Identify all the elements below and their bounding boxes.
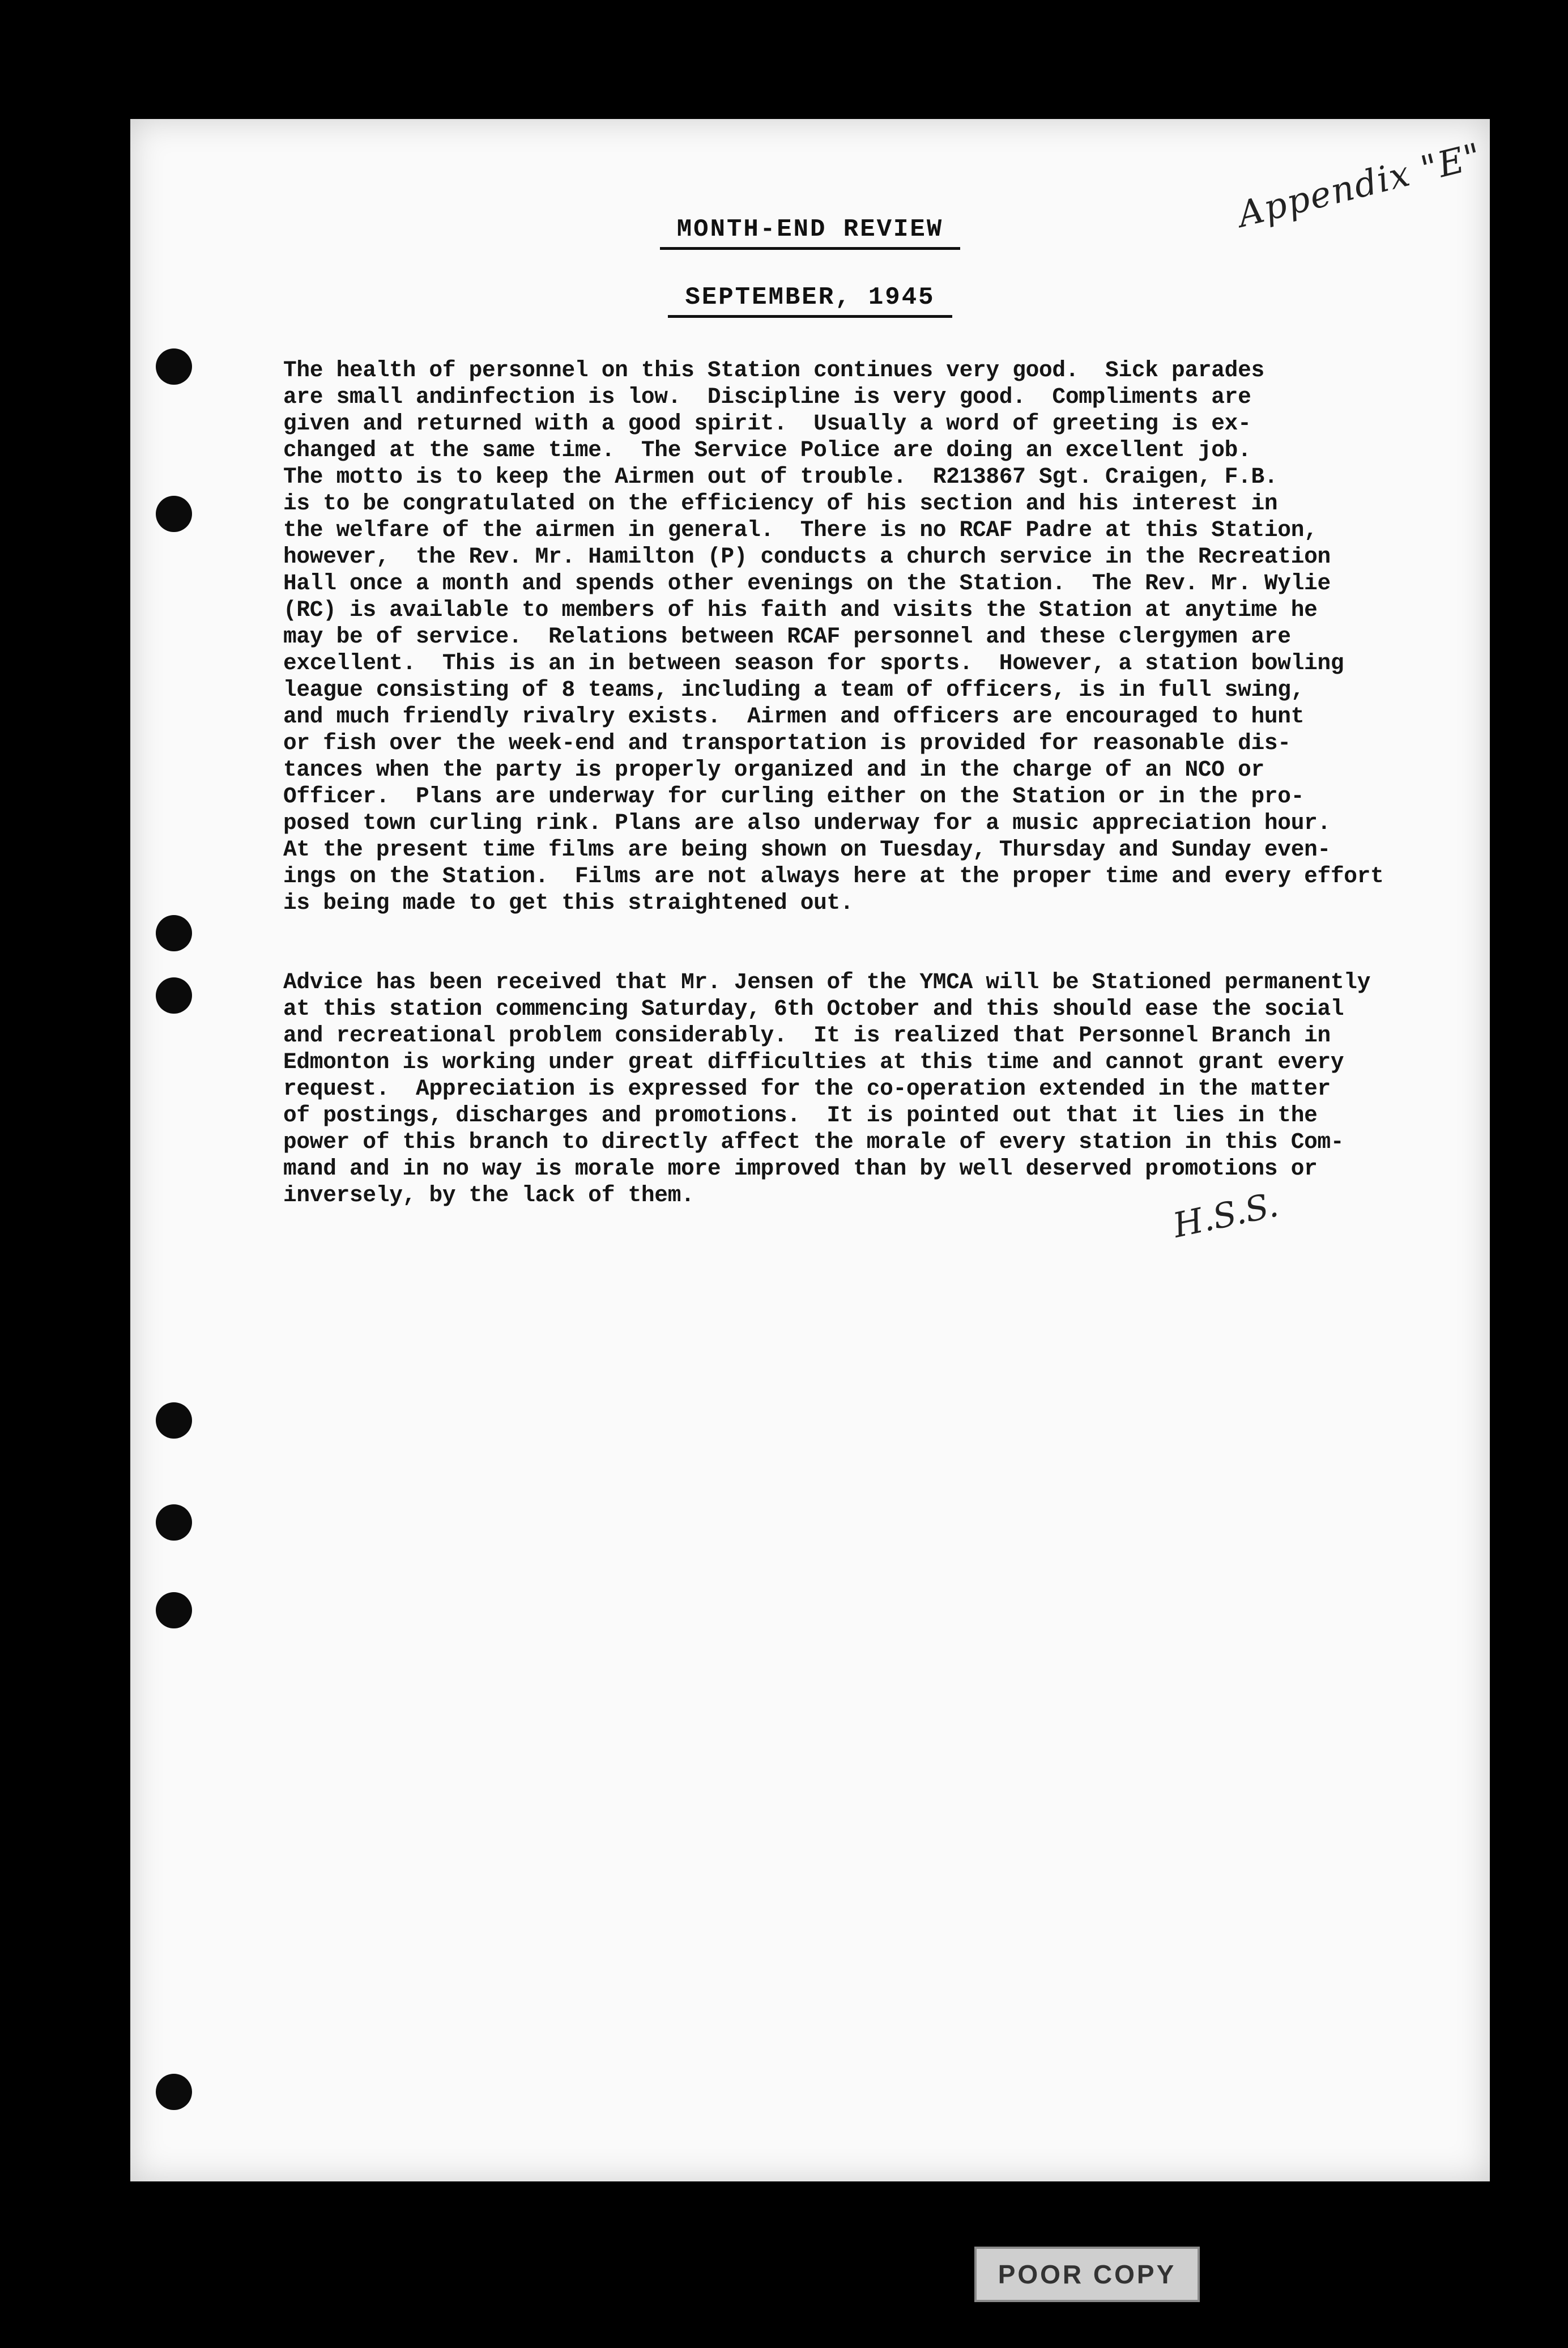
title-text: MONTH-END REVIEW — [660, 215, 960, 250]
paragraph-2: Advice has been received that Mr. Jensen of the YMCA will be Stationed permanently at this station commencing Saturday, 6th October and this should ease the social and recreational problem considerably. It is realized that Personnel Branch in Edmonton is working under great difficulties at this time and cannot grant every request. Appreciation is expressed for the co-operation extended in the matter of postings, discharges and promotions. It is pointed out that it lies in the power of this branch to directly affect the morale of every station in this Com- mand and in no way is morale more improved than by well deserved promotions or inversely, by the lack of them. — [283, 969, 1371, 1208]
document-subtitle — [130, 283, 1490, 312]
punch-hole — [156, 977, 192, 1014]
punch-hole — [156, 1402, 192, 1439]
poor-copy-stamp: POOR COPY — [974, 2247, 1200, 2302]
punch-hole — [156, 915, 192, 951]
document-title — [130, 215, 1490, 244]
handwritten-initials: H.S.S. — [1169, 1185, 1282, 1246]
document-page — [130, 119, 1490, 2181]
punch-hole — [156, 2074, 192, 2110]
subtitle-text: SEPTEMBER, 1945 — [668, 283, 952, 318]
handwritten-annotation: Appendix "E" — [1233, 134, 1486, 236]
punch-hole — [156, 348, 192, 385]
punch-hole — [156, 1592, 192, 1628]
punch-hole — [156, 496, 192, 532]
paragraph-1: The health of personnel on this Station continues very good. Sick parades are small andinfection is low. Discipline is very good. Compliments are given and returned with a good spirit. Usually a word of greeting is ex- changed at the same time. The Service Police are doing an excellent job. The motto is to keep the Airmen out of trouble. R213867 Sgt. Craigen, F.B. is to be congratulated on the efficiency of his section and his interest in the welfare of the airmen in general. There is no RCAF Padre at this Station, however, the Rev. Mr. Hamilton (P) conducts a church service in the Recreation Hall once a month and spends other evenings on the Station. The Rev. Mr. Wylie (RC) is available to members of his faith and visits the Station at anytime he may be of service. Relations between RCAF personnel and these clergymen are excellent. This is an in between season for sports. However, a station bowling league consisting of 8 teams, including a team of officers, is in full swing, and much friendly rivalry exists. Airmen and officers are encouraged to hunt or fish over the week-end and transportation is provided for reasonable dis- tances when the party is properly organized and in the charge of an NCO or Officer. Plans are underway for curling either on the Station or in the pro- posed town curling rink. Plans are also underway for a music appreciation hour. At the present time films are being shown on Tuesday, Thursday and Sunday even- ings on the Station. Films are not always here at the proper time and every effort is being made to get this straightened out. — [283, 358, 1384, 916]
punch-hole — [156, 1504, 192, 1541]
